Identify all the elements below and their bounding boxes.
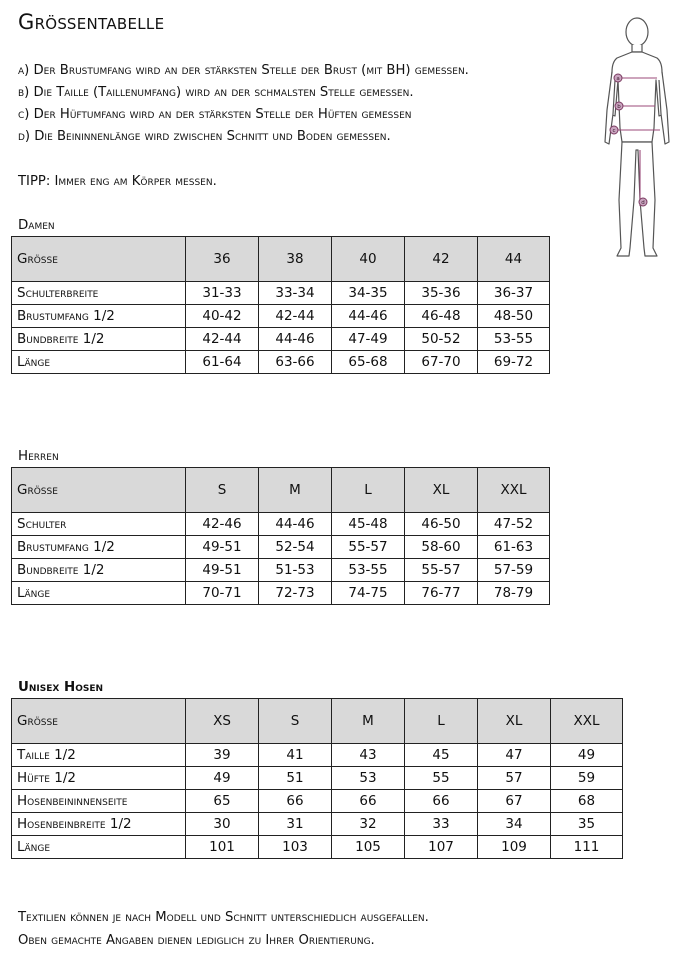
table-cell: 68 <box>551 790 623 813</box>
table-cell: 45-48 <box>332 513 405 536</box>
size-table-herren <box>11 467 550 605</box>
marker-c-label: c <box>612 128 616 134</box>
table-cell: 70-71 <box>186 582 259 605</box>
table-cell: 58-60 <box>405 536 478 559</box>
table-row <box>12 790 623 813</box>
table-cell: 55-57 <box>405 559 478 582</box>
table-cell: 61-64 <box>186 351 259 374</box>
header-cell: XL <box>405 468 478 513</box>
header-cell: 44 <box>478 237 550 282</box>
figure-right-arm <box>659 72 669 144</box>
table-cell: 49 <box>551 744 623 767</box>
table-cell: 103 <box>259 836 332 859</box>
table-cell: 47-52 <box>478 513 550 536</box>
table-row <box>12 282 550 305</box>
table-cell: 101 <box>186 836 259 859</box>
note-waist: b) Die Taille (Taillenumfang) wird an der schmalsten Stelle gemessen. <box>18 85 414 100</box>
header-cell: Größe <box>12 699 186 744</box>
table-cell: 107 <box>405 836 478 859</box>
table-cell: 50-52 <box>405 328 478 351</box>
table-cell: 51-53 <box>259 559 332 582</box>
footer-note-2: Oben gemachte Angaben dienen lediglich zu Ihrer Orientierung. <box>18 933 375 948</box>
table-cell: 31 <box>259 813 332 836</box>
figure-neck <box>632 45 642 52</box>
header-cell: M <box>332 699 405 744</box>
footer-note-1: Textilien können je nach Modell und Schnitt unterschiedlich ausgefallen. <box>18 910 429 925</box>
table-cell: 57 <box>478 767 551 790</box>
table-cell: 65 <box>186 790 259 813</box>
table-cell: 36-37 <box>478 282 550 305</box>
row-label: Brustumfang 1/2 <box>12 305 186 328</box>
header-cell: XXL <box>478 468 550 513</box>
table-cell: 42-44 <box>186 328 259 351</box>
table-cell: 44-46 <box>259 328 332 351</box>
table-row <box>12 513 550 536</box>
body-measurement-figure <box>595 10 685 262</box>
table-cell: 57-59 <box>478 559 550 582</box>
row-label: Hosenbeininnenseite <box>12 790 186 813</box>
table-cell: 78-79 <box>478 582 550 605</box>
tip-text: TIPP: Immer eng am Körper messen. <box>18 174 217 189</box>
table-cell: 41 <box>259 744 332 767</box>
header-cell: 42 <box>405 237 478 282</box>
section-title-herren: Herren <box>18 449 59 464</box>
marker-a-label: a <box>616 76 620 82</box>
row-label: Schulter <box>12 513 186 536</box>
table-row <box>12 744 623 767</box>
table-cell: 49-51 <box>186 559 259 582</box>
row-label: Hosenbeinbreite 1/2 <box>12 813 186 836</box>
table-cell: 109 <box>478 836 551 859</box>
table-cell: 72-73 <box>259 582 332 605</box>
table-cell: 52-54 <box>259 536 332 559</box>
table-cell: 61-63 <box>478 536 550 559</box>
table-cell: 42-44 <box>259 305 332 328</box>
table-cell: 34 <box>478 813 551 836</box>
header-cell: XS <box>186 699 259 744</box>
table-cell: 65-68 <box>332 351 405 374</box>
table-header-row <box>12 237 550 282</box>
table-cell: 34-35 <box>332 282 405 305</box>
table-cell: 47-49 <box>332 328 405 351</box>
size-table-damen <box>11 236 550 374</box>
note-inseam: d) Die Beininnenlänge wird zwischen Schnitt und Boden gemessen. <box>18 129 391 144</box>
header-cell: L <box>332 468 405 513</box>
table-cell: 44-46 <box>259 513 332 536</box>
table-cell: 105 <box>332 836 405 859</box>
marker-b-label: b <box>617 104 621 110</box>
table-cell: 35 <box>551 813 623 836</box>
header-cell: 40 <box>332 237 405 282</box>
marker-d-label: d <box>641 200 645 206</box>
table-header-row <box>12 699 623 744</box>
section-title-damen: Damen <box>18 218 55 233</box>
table-cell: 35-36 <box>405 282 478 305</box>
table-row <box>12 559 550 582</box>
note-hip: c) Der Hüftumfang wird an der stärksten Stelle der Hüften gemessen <box>18 107 412 122</box>
table-cell: 45 <box>405 744 478 767</box>
table-row <box>12 351 550 374</box>
table-cell: 33 <box>405 813 478 836</box>
table-row <box>12 328 550 351</box>
table-row <box>12 836 623 859</box>
table-cell: 76-77 <box>405 582 478 605</box>
row-label: Schulterbreite <box>12 282 186 305</box>
row-label: Bundbreite 1/2 <box>12 328 186 351</box>
table-cell: 69-72 <box>478 351 550 374</box>
table-cell: 51 <box>259 767 332 790</box>
header-cell: Größe <box>12 468 186 513</box>
header-cell: 38 <box>259 237 332 282</box>
table-row <box>12 305 550 328</box>
table-cell: 55-57 <box>332 536 405 559</box>
note-chest: a) Der Brustumfang wird an der stärksten Stelle der Brust (mit BH) gemessen. <box>18 63 469 78</box>
page-title: Größentabelle <box>18 10 165 34</box>
table-cell: 48-50 <box>478 305 550 328</box>
table-cell: 66 <box>405 790 478 813</box>
table-cell: 42-46 <box>186 513 259 536</box>
table-header-row <box>12 468 550 513</box>
row-label: Brustumfang 1/2 <box>12 536 186 559</box>
table-cell: 66 <box>259 790 332 813</box>
table-cell: 39 <box>186 744 259 767</box>
figure-legs <box>617 142 657 256</box>
table-cell: 30 <box>186 813 259 836</box>
header-cell: Größe <box>12 237 186 282</box>
table-cell: 31-33 <box>186 282 259 305</box>
table-row <box>12 536 550 559</box>
table-row <box>12 767 623 790</box>
table-cell: 111 <box>551 836 623 859</box>
table-cell: 49 <box>186 767 259 790</box>
header-cell: XXL <box>551 699 623 744</box>
table-cell: 53 <box>332 767 405 790</box>
table-cell: 53-55 <box>478 328 550 351</box>
table-cell: 32 <box>332 813 405 836</box>
figure-head <box>626 18 648 46</box>
table-cell: 46-50 <box>405 513 478 536</box>
table-cell: 47 <box>478 744 551 767</box>
table-cell: 67-70 <box>405 351 478 374</box>
header-cell: M <box>259 468 332 513</box>
table-cell: 55 <box>405 767 478 790</box>
table-cell: 43 <box>332 744 405 767</box>
section-title-unisex-hosen: Unisex Hosen <box>18 680 104 695</box>
table-row <box>12 813 623 836</box>
table-cell: 46-48 <box>405 305 478 328</box>
table-row <box>12 582 550 605</box>
table-cell: 33-34 <box>259 282 332 305</box>
header-cell: S <box>259 699 332 744</box>
row-label: Hüfte 1/2 <box>12 767 186 790</box>
table-cell: 66 <box>332 790 405 813</box>
table-cell: 49-51 <box>186 536 259 559</box>
header-cell: S <box>186 468 259 513</box>
header-cell: 36 <box>186 237 259 282</box>
size-table-unisex-hosen <box>11 698 623 859</box>
row-label: Bundbreite 1/2 <box>12 559 186 582</box>
table-cell: 44-46 <box>332 305 405 328</box>
table-cell: 74-75 <box>332 582 405 605</box>
table-cell: 59 <box>551 767 623 790</box>
table-cell: 40-42 <box>186 305 259 328</box>
row-label: Länge <box>12 836 186 859</box>
row-label: Taille 1/2 <box>12 744 186 767</box>
row-label: Länge <box>12 351 186 374</box>
header-cell: XL <box>478 699 551 744</box>
header-cell: L <box>405 699 478 744</box>
table-cell: 53-55 <box>332 559 405 582</box>
table-cell: 63-66 <box>259 351 332 374</box>
table-cell: 67 <box>478 790 551 813</box>
row-label: Länge <box>12 582 186 605</box>
